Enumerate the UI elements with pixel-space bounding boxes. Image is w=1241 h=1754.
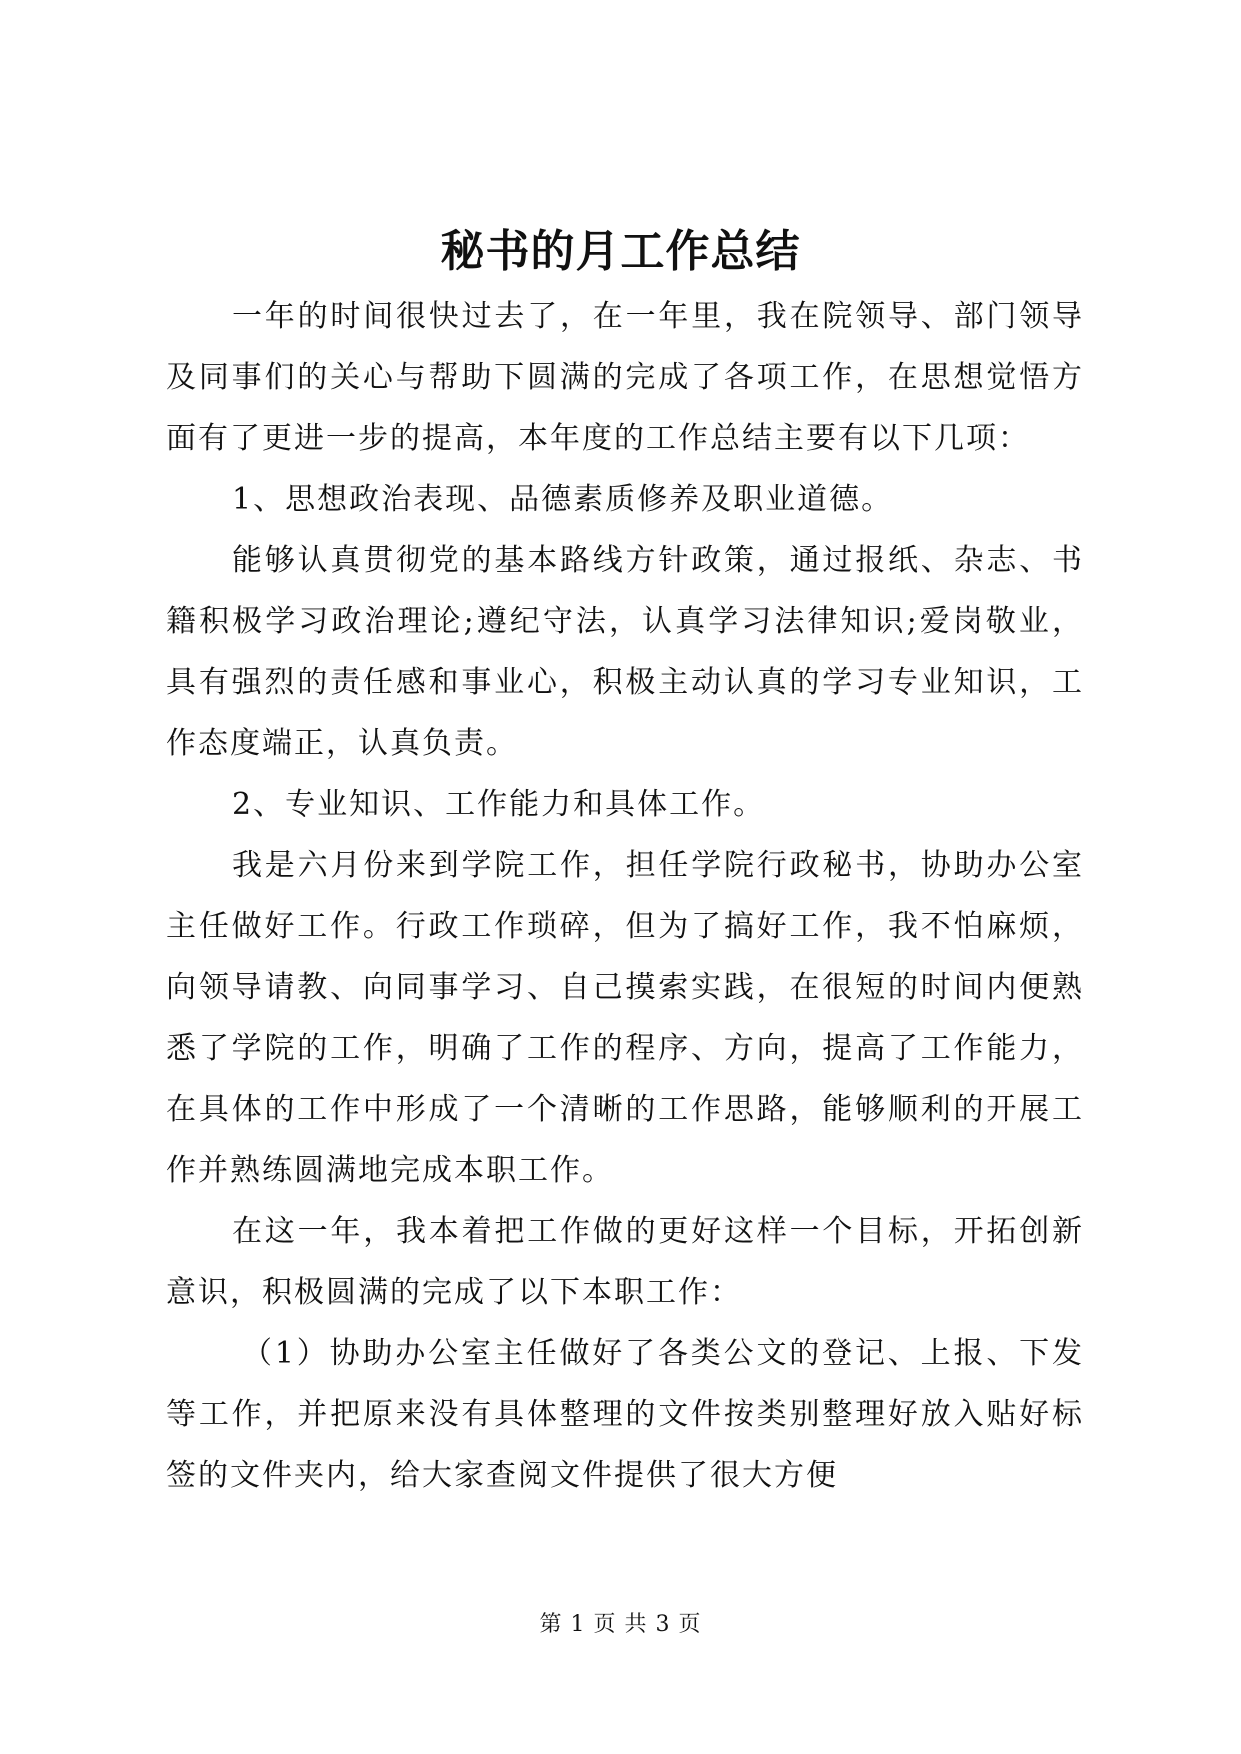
document-title: 秘书的月工作总结: [440, 226, 801, 277]
paragraph-goals: 在这一年，我本着把工作做的更好这样一个目标，开拓创新意识，积极圆满的完成了以下本职工作：: [166, 1214, 1084, 1310]
section-heading-1: 1、思想政治表现、品德素质修养及职业道德。: [232, 482, 894, 517]
section-heading-2: 2、专业知识、工作能力和具体工作。: [232, 787, 766, 822]
list-item-1: （1）协助办公室主任做好了各类公文的登记、上报、下发等工作，并把原来没有具体整理的文件按类别整理好放入贴好标签的文件夹内，给大家查阅文件提供了很大方便: [166, 1336, 1084, 1493]
paragraph-political: 能够认真贯彻党的基本路线方针政策，通过报纸、杂志、书籍积极学习政治理论;遵纪守法，认真学习法律知识;爱岗敬业，具有强烈的责任感和事业心，积极主动认真的学习专业知识，工作态度端正，认真负责。: [166, 543, 1084, 761]
document-body: [166, 286, 1084, 1506]
page-footer: 第 1 页 共 3 页: [539, 1612, 702, 1637]
paragraph-work: 我是六月份来到学院工作，担任学院行政秘书，协助办公室主任做好工作。行政工作琐碎，但为了搞好工作，我不怕麻烦，向领导请教、向同事学习、自己摸索实践，在很短的时间内便熟悉了学院的工作，明确了工作的程序、方向，提高了工作能力，在具体的工作中形成了一个清晰的工作思路，能够顺利的开展工作并熟练圆满地完成本职工作。: [166, 848, 1084, 1188]
paragraph-intro: 一年的时间很快过去了，在一年里，我在院领导、部门领导及同事们的关心与帮助下圆满的完成了各项工作，在思想觉悟方面有了更进一步的提高，本年度的工作总结主要有以下几项：: [166, 299, 1084, 456]
